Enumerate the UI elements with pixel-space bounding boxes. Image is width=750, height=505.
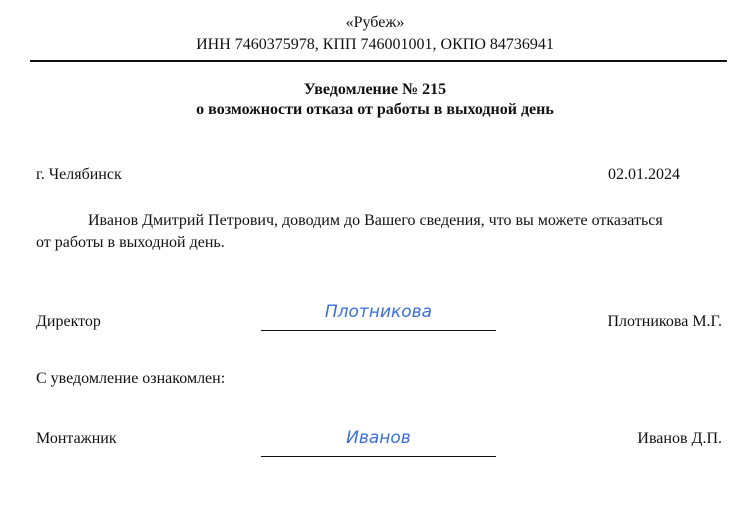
employee-name: Иванов Д.П.: [637, 430, 722, 447]
header-divider: [30, 60, 727, 62]
document-date: 02.01.2024: [608, 166, 680, 183]
employee-role: Монтажник: [36, 430, 117, 447]
document-city: г. Челябинск: [36, 166, 122, 183]
document-subtitle: о возможности отказа от работы в выходной день: [196, 101, 554, 118]
organization-codes: ИНН 7460375978, КПП 746001001, ОКПО 84736941: [196, 36, 554, 53]
director-signature: Плотникова: [324, 302, 433, 322]
director-signature-line: [261, 330, 496, 331]
notice-body-text: Иванов Дмитрий Петрович, доводим до Вашего сведения, что вы можете отказаться от работы в выходной день.: [36, 212, 663, 251]
acknowledgement-label: С уведомление ознакомлен:: [36, 370, 226, 387]
director-name: Плотникова М.Г.: [607, 313, 722, 330]
employee-signature-line: [261, 456, 496, 457]
director-role: Директор: [36, 313, 101, 330]
notice-body: [36, 210, 676, 254]
employee-signature: Иванов: [346, 428, 411, 448]
document-title: Уведомление № 215: [303, 81, 447, 98]
organization-name: «Рубеж»: [345, 14, 405, 31]
